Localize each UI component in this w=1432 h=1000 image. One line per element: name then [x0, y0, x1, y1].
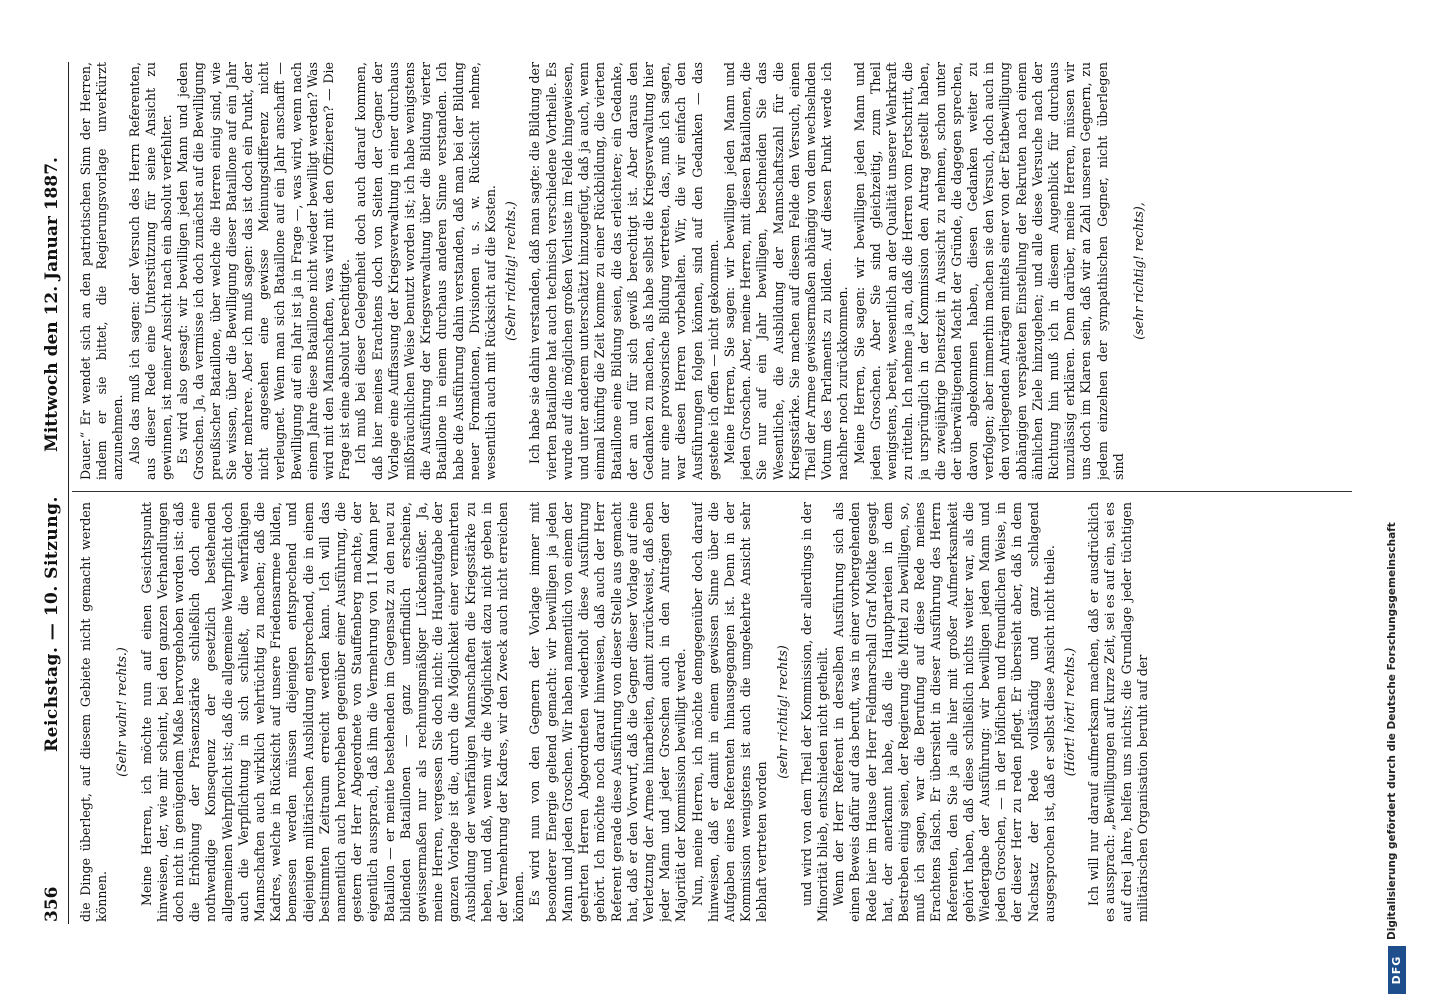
header-left-title: Reichstag. — 10. Sitzung.	[42, 496, 62, 752]
paragraph: Meine Herren, Sie sagen: wir bewilligen jeden Mann und jeden Groschen. Aber Sie sind gleichzeitig, zum Theil wenigstens, bereit, wesentlich an der Qualität unserer Wehrkraft zu rütteln. Ich nehme ja an, daß die Herren vom Fortschritt, die ja ursprünglich in der Kommission den Antrag gestellt haben, die zweijährige Dienstzeit in Aussicht zu nehmen, schon unter der überwältigenden Macht der Gründe, die dagegen sprechen, davon abgekommen haben, diesen Gedanken weiter zu verfolgen; aber immerhin machen sie den Versuch, doch auch in den vorliegenden Anträgen mittels einer von der Etatbewilligung abhängigen verspäteten Einstellung der Rekruten nach einem ähnlichen Ziele hinzugehen; und alle diese Versuche nach der Richtung hin muß ich in diesem Augenblick für durchaus unzulässig erklären. Denn darüber, meine Herren, müssen wir uns doch im Klaren sein, daß wir an Zahl unseren Gegnern, zu jedem einzelnen der sympathischen Gegner, nicht überlegen sind	[851, 62, 1126, 480]
paragraph: Nun, meine Herren, ich möchte demgegenüber doch darauf hinweisen, daß er damit in einem gewissen Sinne über die Aufgaben eines Referenten hinausgegangen ist. Denn in der Kommission wenigstens ist auch die umgekehrte Ansicht sehr lebhaft vertreten worden	[689, 502, 770, 922]
paragraph: Ich will nur darauf aufmerksam machen, daß er ausdrücklich es aussprach: „Bewilligungen auf kurze Zeit, sei es auf ein, sei es auf drei Jahre, helfen uns nichts; die Grundlage jeder tüchtigen militärischen Organisation beruht auf der	[1086, 502, 1150, 922]
paragraph: Dauer.“ Er wendet sich an den patriotischen Sinn der Herren, indem er sie bittet, die Regierungsvorlage unverkürzt anzunehmen.	[78, 62, 126, 480]
dfg-logo: DFG	[1388, 946, 1406, 994]
header-rule	[68, 62, 69, 924]
paragraph: und wird von dem Theil der Kommission, der allerdings in der Minorität blieb, entschieden nicht getheilt.	[798, 502, 830, 922]
interjection: (Sehr richtig! rechts.)	[503, 201, 519, 341]
interjection: (Hört! hört! rechts.)	[1061, 647, 1077, 777]
interjection: (Sehr wahr! rechts.)	[114, 647, 130, 777]
paragraph: Ich muß bei dieser Gelegenheit doch auch darauf kommen, daß hier meines Erachtens doch von Seiten der Gegner der Vorlage eine Auffassung der Kriegsverwaltung in einer durchaus mißbräuchlichen Weise benutzt worden ist; ich habe wenigstens die Ausführung der Kriegsverwaltung über die Bildung vierter Bataillone in einem durchaus anderen Sinne verstanden. Ich habe die Ausführung dahin verstanden, daß man bei der Bildung neuer Formationen, Divisionen u. s. w. Rücksicht nehme, wesentlich auch mit Rücksicht auf die Kosten.	[353, 62, 499, 480]
paragraph: Es wird also gesagt: wir bewilligen jeden Mann und jeden Groschen. Ja, da vermisse ich doch zunächst auf die Bewilligung preußischer Bataillone, über welche die Herren einig sind, wie Sie wissen, über die Bewilligung dieser Bataillone auf ein Jahr oder mehrere. Aber ich muß sagen: das ist doch ein Punkt, der nicht angesehen eine gewisse Meinungsdifferenz nicht verleugnet. Wenn man sich Bataillone auf ein Jahr anschafft — Bewilligung auf ein Jahr ist ja in Frage —, was wird, wenn nach einem Jahre diese Bataillone nicht wieder bewilligt werden? Was wird mit den Mannschaften, was wird mit den Offizieren? — Die Frage ist eine absolut berechtigte.	[175, 62, 353, 480]
right-column	[78, 62, 1346, 480]
left-column	[78, 502, 1346, 922]
interjection: (sehr richtig! rechts),	[1131, 202, 1146, 340]
page-number: 356	[42, 886, 62, 922]
interjection: (sehr richtig! rechts)	[774, 645, 790, 779]
paragraph: die Dinge überlegt, auf diesem Gebiete nicht gemacht werden können.	[78, 502, 110, 922]
paragraph: Ich habe sie dahin verstanden, daß man sagte: die Bildung der vierten Bataillone hat auch technisch verschiedene Vortheile. Es wurde auf die möglichen großen Verluste im Felde hingewiesen, und unter anderem unterschätzt hinzugefügt, daß ja auch, wenn einmal künftig die Zeit komme zu einer Rückbildung, die vierten Bataillone eine Bildung seien, die das erleichtere; ein Gedanke, der an und für sich gewiß berechtigt ist. Aber daraus den Gedanken zu machen, als habe selbst die Kriegsverwaltung hier nur eine provisorische Bildung vertreten, das, muß ich sagen, war diesen Herren vorbehalten. Wir, die wir einfach den Ausführungen folgen können, sind auf den Gedanken — das gestehe ich offen — nicht gekommen.	[527, 62, 721, 480]
paragraph: Es wird nun von den Gegnern der Vorlage immer mit besonderer Energie geltend gemacht: wir bewilligen ja jeden Mann und jeden Groschen. Wir haben namentlich von einem der geehrten Herren Abgeordneten wiederholt diese Ausführung gehört. Ich möchte noch darauf hinweisen, daß auch der Herr Referent gerade diese Ausführung von dieser Stelle aus gemacht hat, daß er den Vorwurf, daß die Gegner dieser Vorlage auf eine Verletzung der Armee hinarbeiten, damit zurückweist, daß eben jeder Mann und jeder Groschen auch in den Anträgen der Majorität der Kommission bewilligt werde.	[527, 502, 689, 922]
paragraph: Meine Herren, ich möchte nun auf einen Gesichtspunkt hinweisen, der, wie mir scheint, bei den ganzen Verhandlungen doch nicht in genügendem Maße hervorgehoben worden ist: daß die Erhöhung der Präsenzstärke schließlich doch eine nothwendige Konsequenz der gesetzlich bestehenden allgemeinen Wehrpflicht ist; daß die allgemeine Wehrpflicht doch auch die Verpflichtung in sich schließt, die wehrfähigen Mannschaften auch wirklich wehrtüchtig zu machen; daß die Kadres, welche in Rücksicht auf unsere Friedensarmee bilden, bemessen werden müssen diejenigen entsprechend und diejenigen militärischen Ausbildung entsprechend, die in einem bestimmten Zeitraum erreicht werden kann. Ich will das namentlich auch hervorheben gegenüber einer Ausführung, die gestern der Herr Abgeordnete von Stauffenberg machte, der eigentlich aussprach, daß ihm die Vermehrung von 11 Mann per Bataillon — er meinte bestehenden im Gegensatz zu den neu zu bildenden Bataillonen — ganz unerfindlich erscheine, gewissermaßen nur als rechnungsmäßiger Lückenbüßer. Ja, meine Herren, vergessen Sie doch nicht: die Hauptaufgabe der ganzen Vorlage ist die, durch die Möglichkeit einer vermehrten Ausbildung der wehrfähigen Mannschaften die Kriegsstärke zu heben, und daß, wenn wir die Möglichkeit dazu nicht geben in der Vermehrung der Kadres, wir den Zweck auch nicht erreichen können.	[138, 502, 527, 922]
paragraph: Wenn der Herr Referent in derselben Ausführung sich als einen Beweis dafür auf das beruft, was in einer vorhergehenden Rede hier im Hause der Herr Feldmarschall Graf Moltke gesagt hat, der anerkannt habe, daß die Hauptparteien in dem Bestreben einig seien, der Regierung die Mittel zu bewilligen, so, muß ich sagen, war die Berufung auf diese Rede meines Erachtens falsch. Er übersieht in dieser Ausführung des Herrn Referenten, den Sie ja alle hier mit großer Aufmerksamkeit gehört haben, daß diese schließlich nichts weiter war, als die Wiedergabe der Ausführung: wir bewilligen jeden Mann und jeden Groschen, — in der höflichen und freundlichen Weise, in der dieser Herr zu reden pflegt. Er übersieht aber, daß in dem Nachsatz der Rede vollständig und ganz schlagend ausgesprochen ist, daß er selbst diese Ansicht nicht theile.	[831, 502, 1057, 922]
paragraph: Meine Herren, Sie sagen: wir bewilligen jeden Mann und jeden Groschen. Aber, meine Herren, mit diesen Bataillonen, die Sie nur auf ein Jahr bewilligen, beschneiden Sie das Wesentliche, die Ausbildung der Mannschaftszahl für die Kriegsstärke. Sie machen auf diesem Felde den Versuch, einen Theil der Armee gewissermaßen abhängig von dem wechselnden Votum des Parlaments zu bilden. Auf diesen Punkt werde ich nachher noch zurückkommen.	[721, 62, 851, 480]
digitization-note: Digitalisierung gefördert durch die Deutsche Forschungsgemeinschaft	[1386, 522, 1398, 940]
column-divider	[72, 491, 1352, 492]
header-right-title: Mittwoch den 12. Januar 1887.	[42, 157, 62, 452]
page-header	[38, 62, 68, 922]
paragraph: Also das muß ich sagen: der Versuch des Herrn Referenten, aus dieser Rede eine Unterstützung für seine Ansicht zu gewinnen, ist meiner Ansicht nach ein absolut verfehlter.	[126, 62, 175, 480]
